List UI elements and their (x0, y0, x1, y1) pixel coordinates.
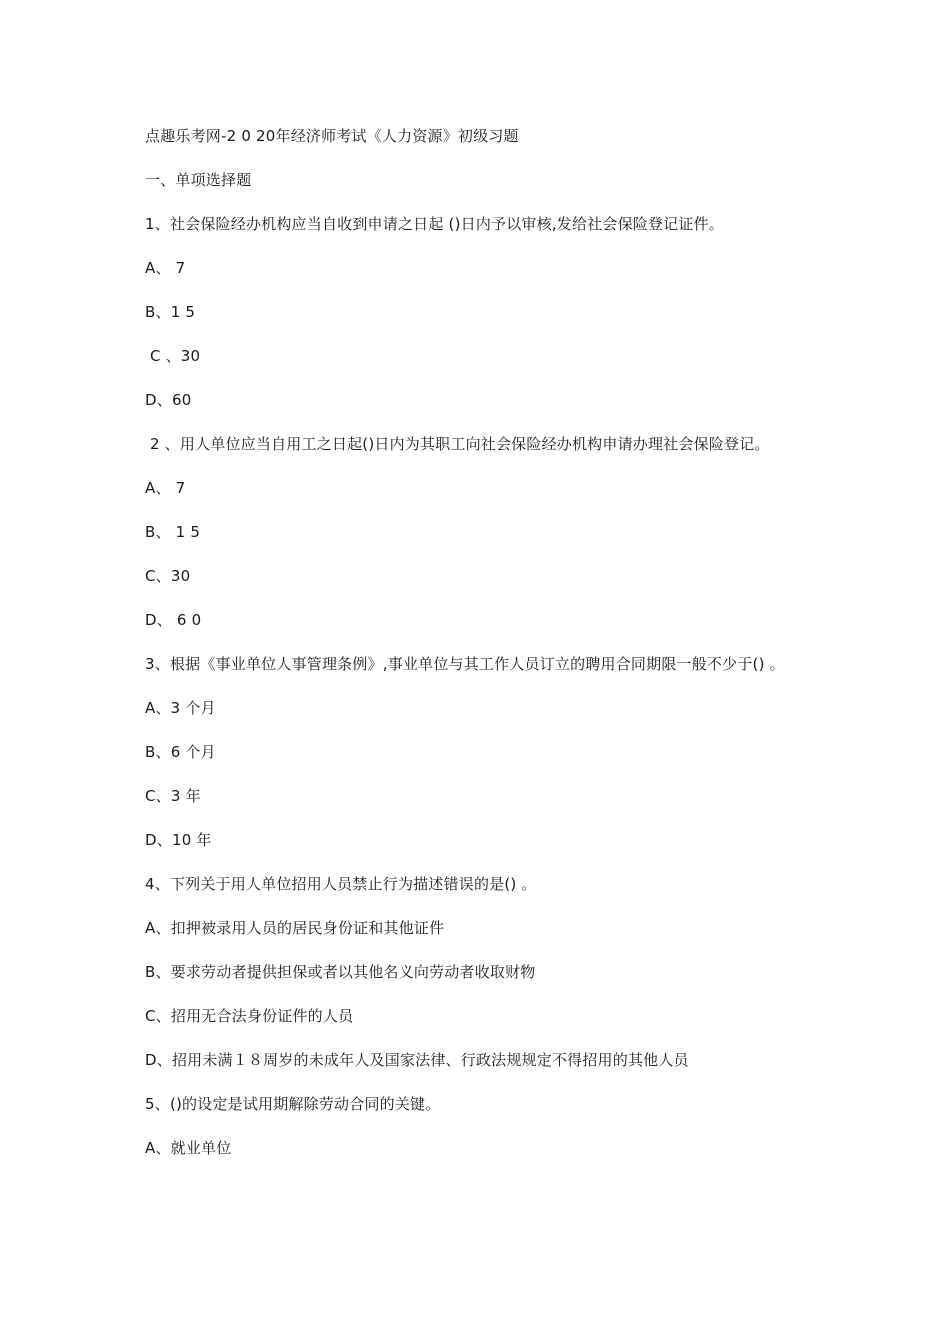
question-2-option-b: B、 1 5 (145, 523, 201, 541)
question-2-option-d: D、 6 0 (145, 611, 202, 629)
question-4-option-a: A、扣押被录用人员的居民身份证和其他证件 (145, 919, 445, 937)
question-3-option-c: C、3 年 (145, 787, 201, 805)
question-5-stem: 5、()的设定是试用期解除劳动合同的关键。 (145, 1095, 441, 1113)
question-3-stem: 3、根据《事业单位人事管理条例》,事业单位与其工作人员订立的聘用合同期限一般不少于() 。 (145, 655, 785, 673)
question-2-stem: 2 、用人单位应当自用工之日起()日内为其职工向社会保险经办机构申请办理社会保险登记。 (145, 435, 770, 453)
question-2-option-c: C、30 (145, 567, 191, 585)
document-title: 点趣乐考网-2 0 20年经济师考试《人力资源》初级习题 (145, 127, 519, 145)
question-1-option-c: C 、30 (145, 347, 201, 365)
document-content (145, 125, 815, 1181)
section-heading: 一、单项选择题 (145, 171, 252, 189)
question-4-stem: 4、下列关于用人单位招用人员禁止行为描述错误的是() 。 (145, 875, 537, 893)
question-3-option-b: B、6 个月 (145, 743, 216, 761)
question-5-option-a: A、就业单位 (145, 1139, 232, 1157)
question-1-stem: 1、社会保险经办机构应当自收到申请之日起 ()日内予以审核,发给社会保险登记证件。 (145, 215, 724, 233)
question-2-option-a: A、 7 (145, 479, 186, 497)
question-3-option-a: A、3 个月 (145, 699, 216, 717)
question-1-option-b: B、1 5 (145, 303, 196, 321)
question-1-option-d: D、60 (145, 391, 192, 409)
question-3-option-d: D、10 年 (145, 831, 212, 849)
question-4-option-b: B、要求劳动者提供担保或者以其他名义向劳动者收取财物 (145, 963, 536, 981)
question-1-option-a: A、 7 (145, 259, 186, 277)
question-4-option-c: C、招用无合法身份证件的人员 (145, 1007, 354, 1025)
question-4-option-d: D、招用未满１８周岁的未成年人及国家法律、行政法规规定不得招用的其他人员 (145, 1051, 689, 1069)
